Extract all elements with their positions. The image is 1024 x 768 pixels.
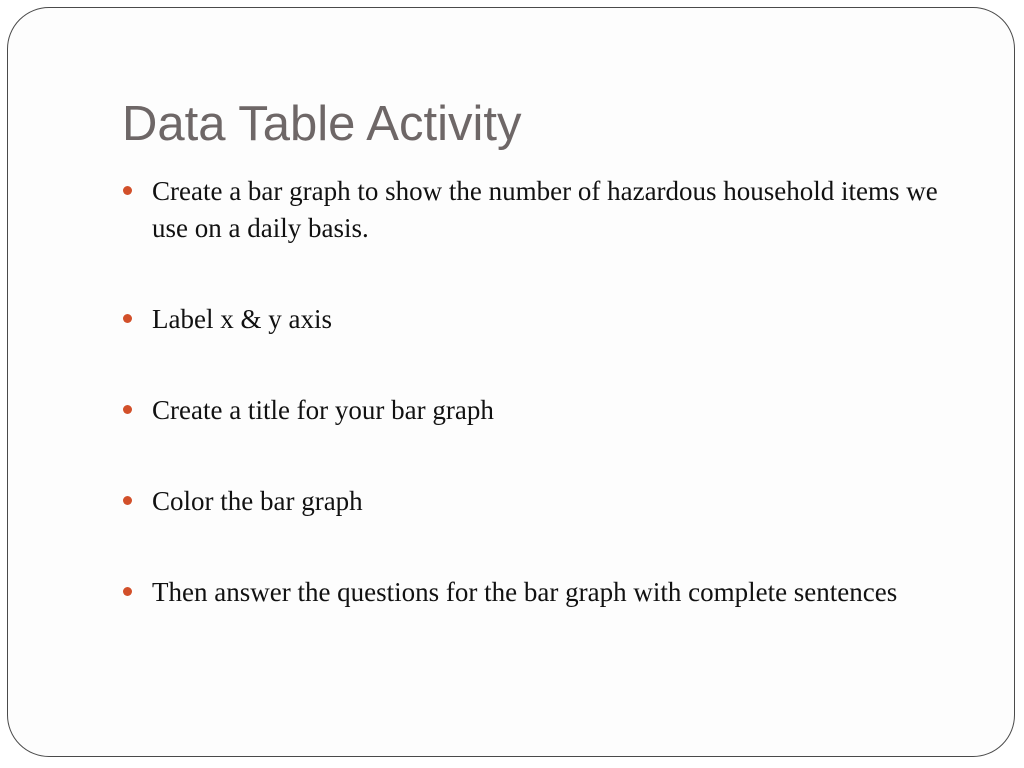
bullet-list: [122, 173, 942, 665]
slide-frame: [7, 7, 1015, 757]
bullet-item: [122, 483, 942, 520]
bullet-dot-icon: [123, 405, 132, 414]
bullet-dot-icon: [123, 587, 132, 596]
bullet-text: Create a title for your bar graph: [152, 395, 494, 425]
slide-title: Data Table Activity: [122, 97, 522, 151]
bullet-dot-icon: [123, 186, 132, 195]
bullet-dot-icon: [123, 496, 132, 505]
bullet-text: Color the bar graph: [152, 486, 363, 516]
bullet-text: Create a bar graph to show the number of hazardous household items we use on a daily basis.: [152, 176, 938, 243]
bullet-item: [122, 574, 942, 611]
bullet-item: [122, 173, 942, 247]
bullet-text: Label x & y axis: [152, 304, 332, 334]
bullet-text: Then answer the questions for the bar graph with complete sentences: [152, 577, 898, 607]
bullet-dot-icon: [123, 314, 132, 323]
bullet-item: [122, 392, 942, 429]
bullet-item: [122, 301, 942, 338]
